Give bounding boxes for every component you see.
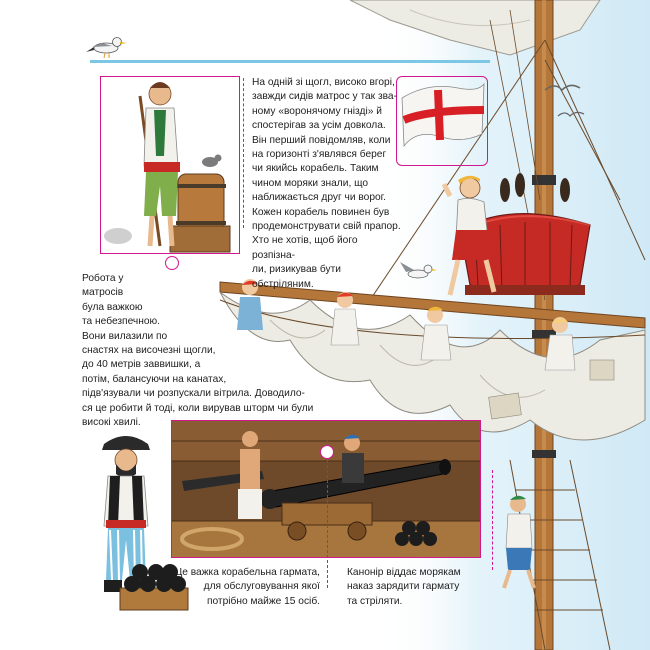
- sailor-pointer-dot: [165, 256, 179, 270]
- cannon-caption: [170, 566, 320, 609]
- cannon-pointer-line: [327, 440, 328, 588]
- sailor-climbing-rigging-icon: [490, 490, 550, 590]
- cannon-deck-scene-icon: [172, 421, 480, 557]
- sailor-work-text: [82, 272, 422, 430]
- rigging-pointer-line: [492, 470, 493, 570]
- seagull-icon: [84, 30, 132, 60]
- main-text-divider: [243, 78, 244, 228]
- cannon-caption-text: Це важка корабельна гармата, для обслуговування якої потрібно майже 15 осіб.: [174, 567, 320, 607]
- cannon-pointer-dot: [320, 445, 334, 459]
- sailor-with-mop-icon: [100, 76, 240, 254]
- flag-frame: [396, 76, 488, 166]
- crows-nest-paragraph: На одній зі щогл, високо вгорі, завжди сидів матрос у так зва- ному «воронячому гнізді» й спостерігав за усім довкола. Він перший повідомляв, коли на горизонті з'являвся берег чи якийсь корабель. Таким чином моряки знали, що наближається друг чи ворог. Кожен корабель повинен був продемонструвати свій прапор. Хто не хотів, щоб його розпізна- ли, ризикував бути обстріляним.: [252, 77, 401, 290]
- crows-nest-text: [252, 76, 402, 292]
- flying-seagulls-icon: [540, 78, 600, 128]
- gunner-caption: [347, 566, 467, 609]
- gunner-caption-text: Канонір віддає морякам наказ зарядити гармату та стріляти.: [347, 567, 461, 607]
- sailor-work-paragraph: Робота у матросів була важкою та небезпечною. Вони вилазили по снастях на височезні щогли, до 40 метрів заввишки, а потім, балансуючи на канатах, підв'язували чи розпускали вітрила. Доводило- ся це робити й тоді, коли вирував шторм чи були високі хвилі.: [82, 273, 314, 429]
